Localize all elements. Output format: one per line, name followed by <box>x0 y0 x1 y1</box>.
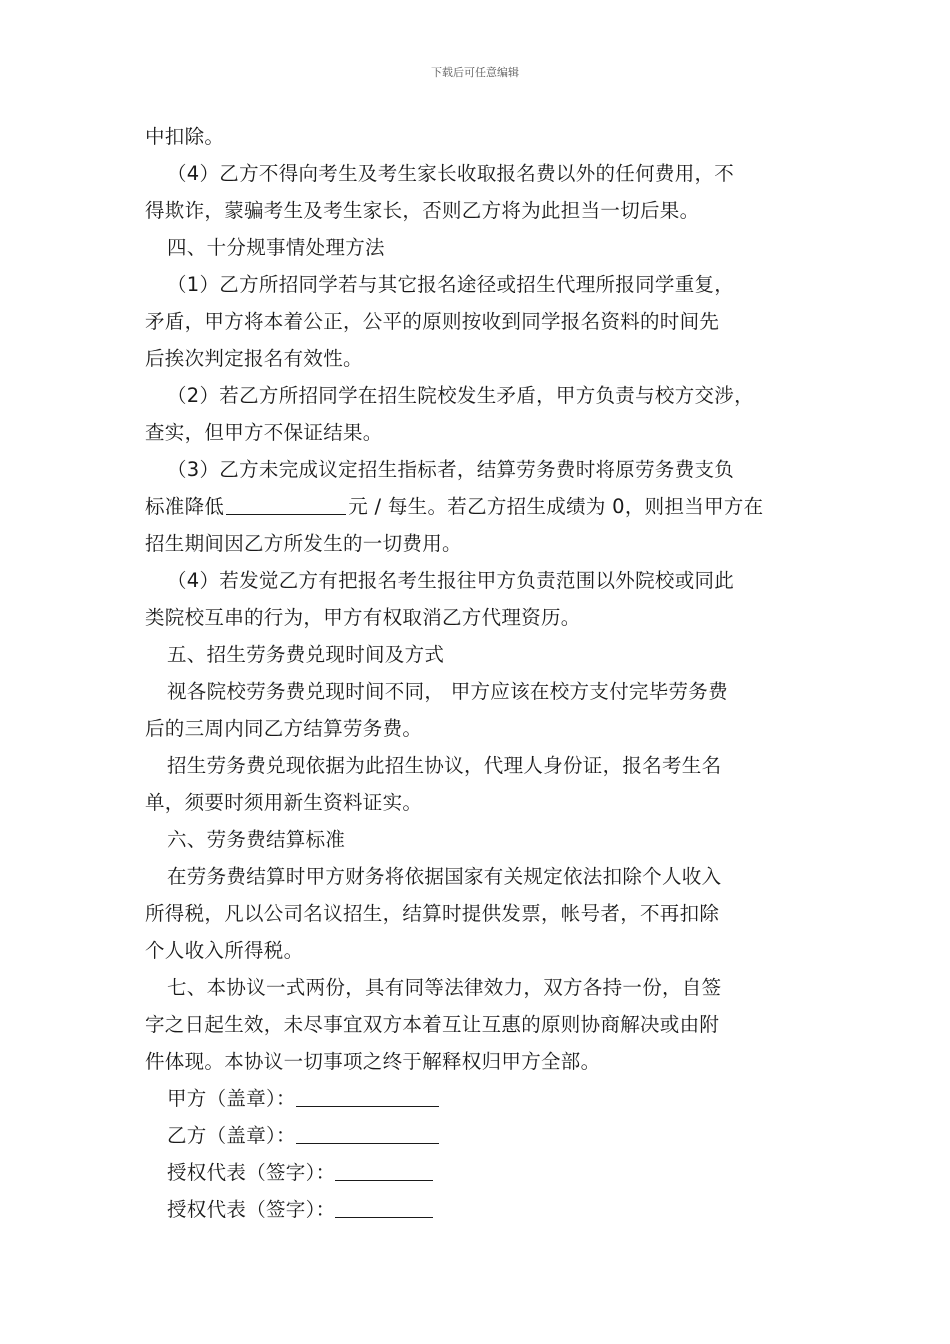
paragraph-line: （2）若乙方所招同学在招生院校发生矛盾，甲方负责与校方交涉， <box>167 384 754 407</box>
paragraph-line: 七、本协议一式两份，具有同等法律效力，双方各持一份，自签 <box>167 976 722 999</box>
signature-line-party-a <box>145 1080 815 1117</box>
paragraph-line-with-blank <box>145 488 815 525</box>
paragraph-line: 单，须要时须用新生资料证实。 <box>145 791 423 814</box>
paragraph-line: （1）乙方所招同学若与其它报名途径或招生代理所报同学重复， <box>167 273 735 296</box>
paragraph-line: （4）乙方不得向考生及考生家长收取报名费以外的任何费用，不 <box>167 162 735 185</box>
paragraph-line: 中扣除。 <box>145 125 225 148</box>
paragraph-line: 个人收入所得税。 <box>145 939 304 962</box>
line-text-after-blank: 元 / 每生。若乙方招生成绩为 0，则担当甲方在 <box>348 495 764 518</box>
signature-blank[interactable] <box>335 1197 433 1218</box>
page-header: 下载后可任意编辑 <box>431 66 519 79</box>
paragraph-line: 件体现。本协议一切事项之终于解释权归甲方全部。 <box>145 1050 601 1073</box>
paragraph-line: 视各院校劳务费兑现时间不同， 甲方应该在校方支付完毕劳务费 <box>167 680 728 703</box>
paragraph-line: 矛盾，甲方将本着公正，公平的原则按收到同学报名资料的时间先 <box>145 310 720 333</box>
signature-line-party-b <box>145 1117 815 1154</box>
paragraph-line: （3）乙方未完成议定招生指标者，结算劳务费时将原劳务费支负 <box>167 458 735 481</box>
section-heading: 四、十分规事情处理方法 <box>167 236 385 259</box>
paragraph-line: 字之日起生效，未尽事宜双方本着互让互惠的原则协商解决或由附 <box>145 1013 720 1036</box>
paragraph-line: （4）若发觉乙方有把报名考生报往甲方负责范围以外院校或同此 <box>167 569 735 592</box>
paragraph-line: 得欺诈，蒙骗考生及考生家长，否则乙方将为此担当一切后果。 <box>145 199 700 222</box>
paragraph-line: 类院校互串的行为，甲方有权取消乙方代理资历。 <box>145 606 581 629</box>
paragraph-line: 招生劳务费兑现依据为此招生协议，代理人身份证，报名考生名 <box>167 754 722 777</box>
signature-label: 乙方（盖章）： <box>167 1124 296 1147</box>
signature-label: 授权代表（签字）： <box>167 1198 336 1221</box>
section-heading: 五、招生劳务费兑现时间及方式 <box>167 643 445 666</box>
signature-line-representative-2 <box>145 1191 815 1228</box>
line-text-before-blank: 标准降低 <box>145 495 225 518</box>
signature-label: 甲方（盖章）： <box>167 1087 296 1110</box>
signature-blank[interactable] <box>296 1123 439 1144</box>
paragraph-line: 后的三周内同乙方结算劳务费。 <box>145 717 423 740</box>
paragraph-line: 所得税，凡以公司名议招生，结算时提供发票，帐号者，不再扣除 <box>145 902 720 925</box>
fill-in-blank[interactable] <box>226 494 346 515</box>
signature-line-representative-1 <box>145 1154 815 1191</box>
section-heading: 六、劳务费结算标准 <box>167 828 346 851</box>
document-body <box>145 118 815 1228</box>
signature-blank[interactable] <box>296 1086 439 1107</box>
paragraph-line: 后挨次判定报名有效性。 <box>145 347 363 370</box>
paragraph-line: 招生期间因乙方所发生的一切费用。 <box>145 532 462 555</box>
signature-label: 授权代表（签字）： <box>167 1161 336 1184</box>
signature-blank[interactable] <box>335 1160 433 1181</box>
paragraph-line: 查实，但甲方不保证结果。 <box>145 421 383 444</box>
paragraph-line: 在劳务费结算时甲方财务将依据国家有关规定依法扣除个人收入 <box>167 865 722 888</box>
